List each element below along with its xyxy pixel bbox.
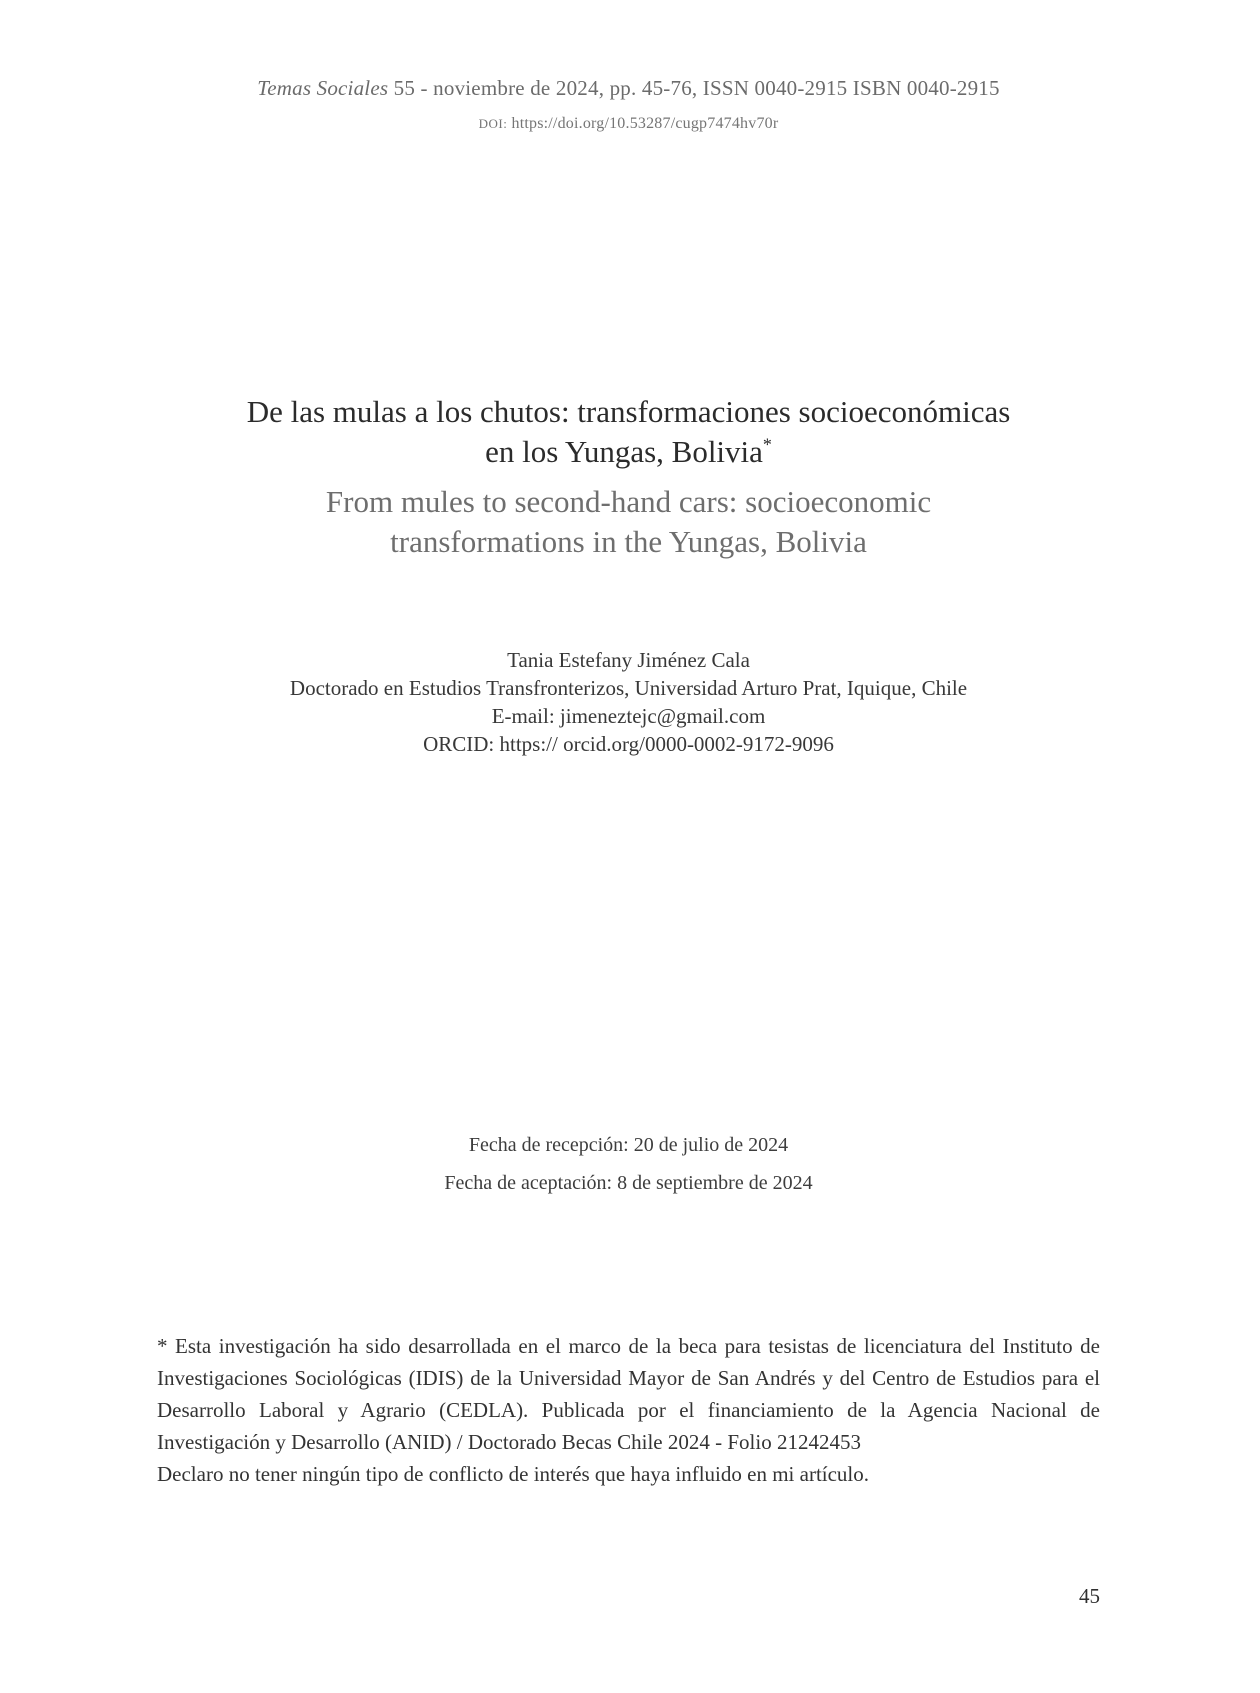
acceptance-date: Fecha de aceptación: 8 de septiembre de 2024 bbox=[444, 1172, 813, 1194]
reception-date: Fecha de recepción: 20 de julio de 2024 bbox=[468, 1134, 789, 1156]
title-block bbox=[157, 392, 1100, 562]
title-en-line1: From mules to second-hand cars: socioeconomic bbox=[325, 484, 932, 519]
article-title-spanish bbox=[157, 392, 1100, 472]
footnote-funding: * Esta investigación ha sido desarrollada en el marco de la beca para tesistas de licenciatura del Instituto de Investigaciones Sociológicas (IDIS) de la Universidad Mayor de San Andrés y del Centro de Estudios para el Desarrollo Laboral y Agrario (CEDLA). Publicada por el financiamiento de la Agencia Nacional de Investigación y Desarrollo (ANID) / Doctorado Becas Chile 2024 - Folio 21242453 bbox=[157, 1334, 1100, 1454]
journal-header bbox=[157, 76, 1100, 133]
author-block bbox=[157, 646, 1100, 758]
title-en-line2: transformations in the Yungas, Bolivia bbox=[390, 524, 867, 559]
doi-line bbox=[157, 115, 1100, 133]
author-name: Tania Estefany Jiménez Cala bbox=[507, 648, 750, 672]
title-es-line1: De las mulas a los chutos: transformaciones socioeconómicas bbox=[246, 394, 1011, 429]
journal-title: Temas Sociales bbox=[257, 76, 389, 100]
author-email: E-mail: jimeneztejc@gmail.com bbox=[491, 704, 766, 728]
footnote-conflict-statement: Declaro no tener ningún tipo de conflicto de interés que haya influido en mi artículo. bbox=[157, 1462, 870, 1486]
journal-issue-info: 55 - noviembre de 2024, pp. 45-76, ISSN 0040-2915 ISBN 0040-2915 bbox=[388, 76, 1000, 100]
article-title-english bbox=[157, 482, 1100, 562]
author-affiliation: Doctorado en Estudios Transfronterizos, Universidad Arturo Prat, Iquique, Chile bbox=[289, 676, 968, 700]
journal-issue-line bbox=[157, 76, 1100, 101]
footnote-block bbox=[157, 1330, 1100, 1490]
dates-block bbox=[157, 1126, 1100, 1202]
doi-label: DOI: bbox=[478, 116, 508, 131]
title-footnote-marker: * bbox=[762, 434, 772, 455]
title-es-line2: en los Yungas, Bolivia bbox=[485, 434, 763, 469]
author-orcid: ORCID: https:// orcid.org/0000-0002-9172-9096 bbox=[423, 732, 834, 756]
page-number: 45 bbox=[1079, 1584, 1100, 1608]
doi-url: https://doi.org/10.53287/cugp7474hv70r bbox=[507, 115, 779, 132]
